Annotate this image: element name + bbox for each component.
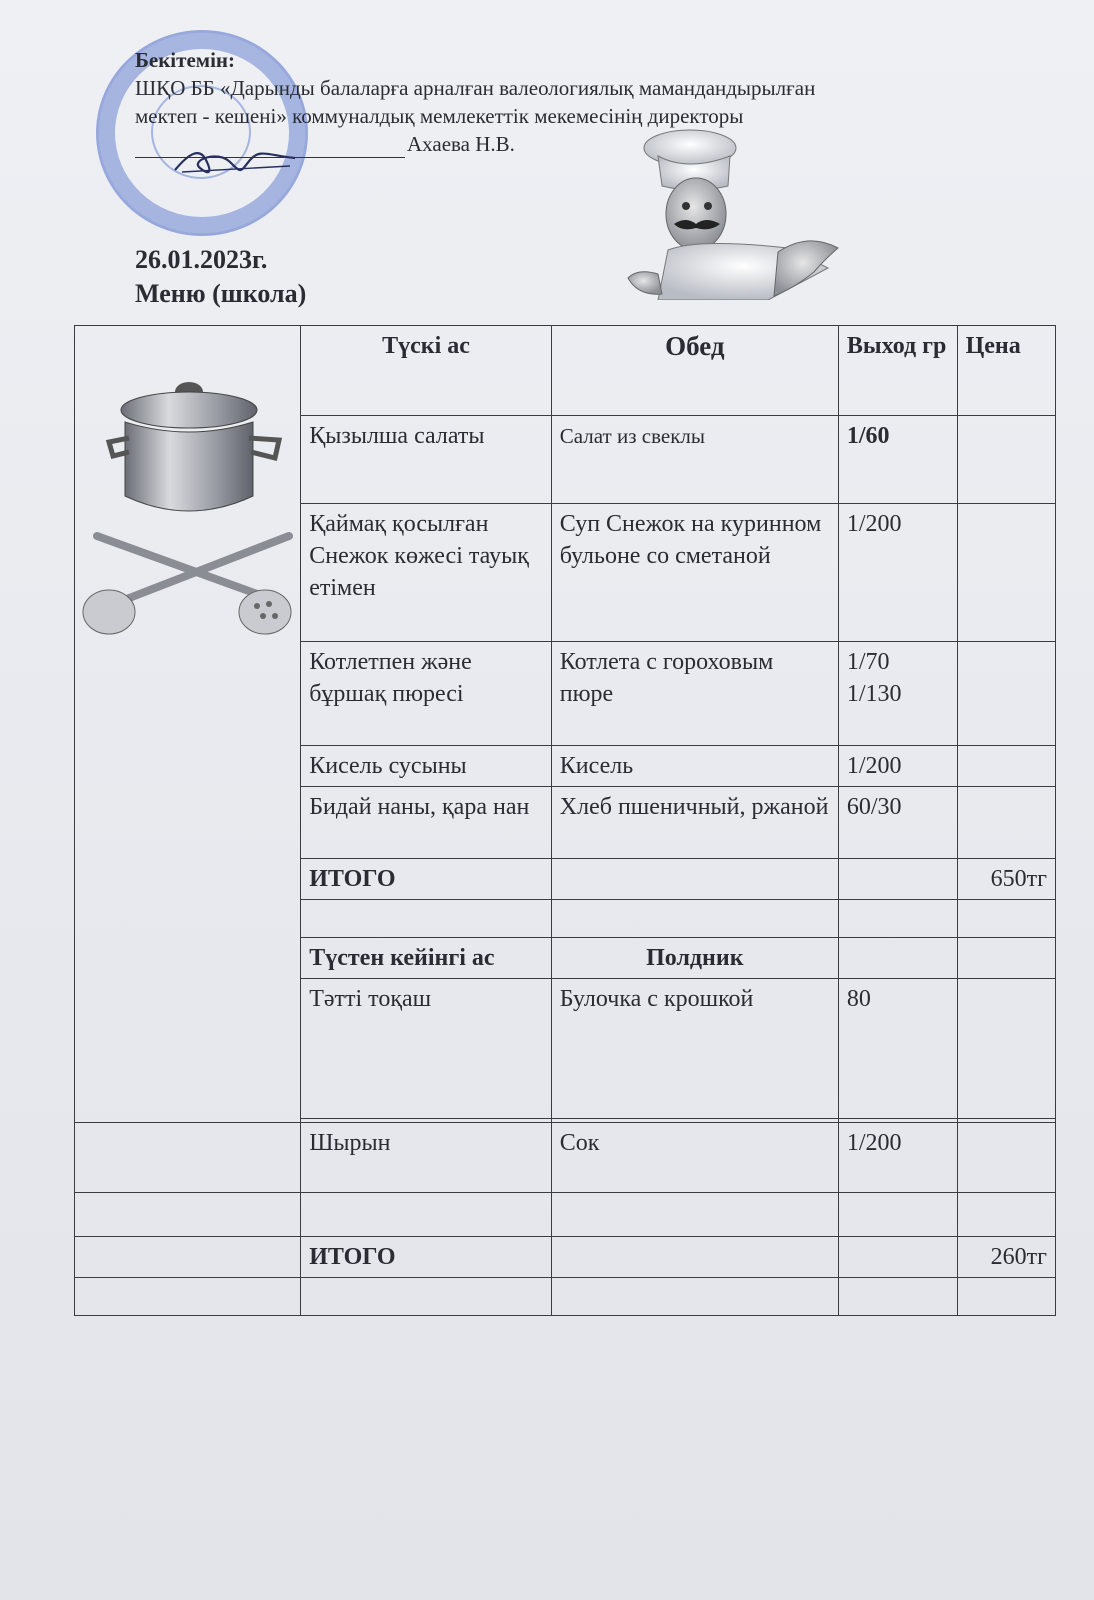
header-price: Цена — [957, 326, 1055, 416]
dish-price — [957, 979, 1055, 1119]
dish-price — [957, 787, 1055, 859]
snack-header-ru: Полдник — [551, 938, 838, 979]
dish-kz: Қызылша салаты — [301, 416, 552, 504]
snack-total-row — [75, 1237, 1056, 1278]
dish-ru: Котлета с гороховым пюре — [551, 642, 838, 746]
pot-ladle-icon — [79, 366, 307, 656]
empty-cell — [551, 1278, 838, 1316]
dish-output: 1/60 — [838, 416, 957, 504]
empty-cell — [75, 1237, 301, 1278]
empty-cell — [838, 900, 957, 938]
dish-ru: Кисель — [551, 746, 838, 787]
dish-kz: Шырын — [301, 1123, 552, 1193]
menu-title: Меню (школа) — [135, 279, 307, 308]
header-ru: Обед — [551, 326, 838, 416]
empty-cell — [838, 1278, 957, 1316]
header-output: Выход гр — [838, 326, 957, 416]
empty-cell — [301, 1193, 552, 1237]
dish-output: 1/200 — [838, 1123, 957, 1193]
empty-cell — [75, 1278, 301, 1316]
dish-price — [957, 504, 1055, 642]
snack-header-kz: Түстен кейінгі ас — [301, 938, 552, 979]
dish-kz: Тәтті тоқаш — [301, 979, 552, 1119]
lunch-total-label: ИТОГО — [301, 859, 552, 900]
dish-output: 1/200 — [838, 504, 957, 642]
empty-cell — [838, 1193, 957, 1237]
dish-price — [957, 746, 1055, 787]
snack-total-label: ИТОГО — [301, 1237, 552, 1278]
approved-label: Бекітемін: — [135, 48, 236, 72]
dish-price — [957, 1123, 1055, 1193]
empty-cell — [301, 1278, 552, 1316]
table-header-row — [75, 326, 1056, 416]
chef-illustration — [618, 128, 848, 300]
spacer-row — [75, 1193, 1056, 1237]
dish-ru: Суп Снежок на куринном бульоне со сметаной — [551, 504, 838, 642]
lunch-total-price: 650тг — [957, 859, 1055, 900]
empty-cell — [75, 1123, 301, 1193]
dish-price — [957, 642, 1055, 746]
empty-cell — [957, 1278, 1055, 1316]
dish-kz: Котлетпен және бұршақ пюресі — [301, 642, 552, 746]
dish-output: 1/70 1/130 — [838, 642, 957, 746]
org-line-1: ШҚО ББ «Дарынды балаларға арналған валеологиялық мамандандырылған — [135, 76, 816, 100]
empty-cell — [957, 938, 1055, 979]
snack-total-price: 260тг — [957, 1237, 1055, 1278]
empty-cell — [957, 900, 1055, 938]
org-line-2: мектеп - кешені» коммуналдық мемлекеттік мекемесінің директоры — [135, 104, 744, 128]
dish-price — [957, 416, 1055, 504]
dish-output: 80 — [838, 979, 957, 1119]
menu-date: 26.01.2023г. — [135, 245, 268, 274]
table-row — [75, 1123, 1056, 1193]
empty-cell — [551, 900, 838, 938]
dish-ru: Салат из свеклы — [551, 416, 838, 504]
empty-cell — [551, 859, 838, 900]
dish-kz: Кисель сусыны — [301, 746, 552, 787]
header-kz: Түскі ас — [301, 326, 552, 416]
dish-kz: Қаймақ қосылған Снежок көжесі тауық етімен — [301, 504, 552, 642]
dish-ru: Хлеб пшеничный, ржаной — [551, 787, 838, 859]
empty-cell — [301, 900, 552, 938]
empty-cell — [838, 1237, 957, 1278]
menu-date-block — [135, 243, 306, 311]
dish-output: 1/200 — [838, 746, 957, 787]
empty-cell — [551, 1237, 838, 1278]
empty-cell — [838, 859, 957, 900]
dish-output: 60/30 — [838, 787, 957, 859]
empty-cell — [551, 1193, 838, 1237]
dish-ru: Сок — [551, 1123, 838, 1193]
illustration-cell — [75, 326, 301, 1123]
menu-table — [74, 325, 1056, 1316]
empty-cell — [957, 1193, 1055, 1237]
director-name: Ахаева Н.В. — [407, 132, 515, 156]
signature-line — [135, 139, 405, 158]
spacer-row — [75, 1278, 1056, 1316]
empty-cell — [838, 938, 957, 979]
dish-ru: Булочка с крошкой — [551, 979, 838, 1119]
dish-kz: Бидай наны, қара нан — [301, 787, 552, 859]
empty-cell — [75, 1193, 301, 1237]
